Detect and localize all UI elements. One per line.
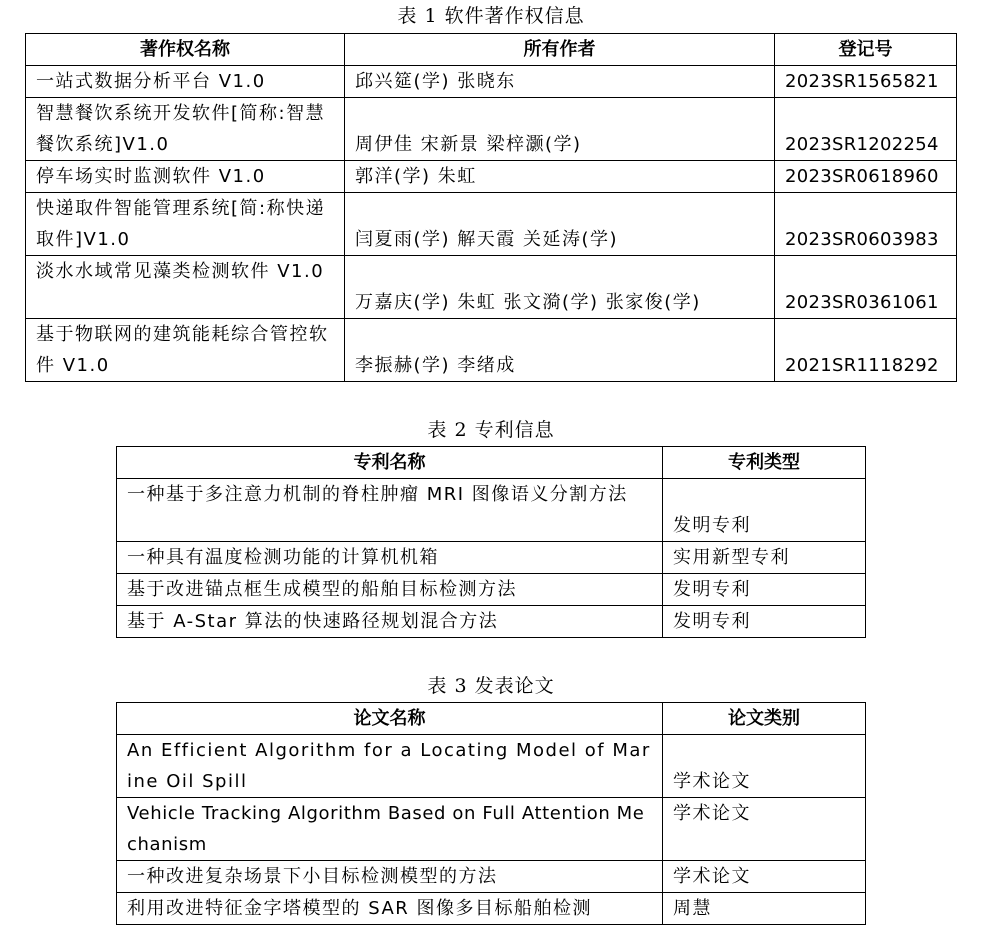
patent-type: 发明专利 xyxy=(663,479,866,542)
registration-number: 2023SR1565821 xyxy=(775,66,957,98)
paper-category: 学术论文 xyxy=(663,735,866,798)
table1-caption: 表 1 软件著作权信息 xyxy=(397,5,585,27)
table-row xyxy=(26,98,957,161)
paper-table xyxy=(116,702,866,925)
table-header-row xyxy=(26,34,957,66)
registration-number: 2023SR1202254 xyxy=(775,98,957,161)
authors: 万嘉庆(学) 朱虹 张文漪(学) 张家俊(学) xyxy=(345,256,775,319)
header-patent-type: 专利类型 xyxy=(663,447,866,479)
table-row xyxy=(117,479,866,542)
paper-name: An Efficient Algorithm for a Locating Model of Marine Oil Spill xyxy=(117,735,663,798)
authors: 郭洋(学) 朱虹 xyxy=(345,161,775,193)
table-row xyxy=(117,606,866,638)
paper-category: 学术论文 xyxy=(663,798,866,861)
patent-name: 一种具有温度检测功能的计算机机箱 xyxy=(117,542,663,574)
table-row xyxy=(26,66,957,98)
table-row xyxy=(117,893,866,925)
table2-caption: 表 2 专利信息 xyxy=(427,419,555,441)
copyright-name: 快递取件智能管理系统[简:称快递取件]V1.0 xyxy=(26,193,345,256)
patent-type: 实用新型专利 xyxy=(663,542,866,574)
table3-caption: 表 3 发表论文 xyxy=(427,675,555,697)
table-row xyxy=(117,542,866,574)
header-registration-number: 登记号 xyxy=(775,34,957,66)
table-row xyxy=(117,861,866,893)
patent-name: 基于改进锚点框生成模型的船舶目标检测方法 xyxy=(117,574,663,606)
patent-name: 一种基于多注意力机制的脊柱肿瘤 MRI 图像语义分割方法 xyxy=(117,479,663,542)
table-row xyxy=(26,193,957,256)
header-patent-name: 专利名称 xyxy=(117,447,663,479)
header-paper-category: 论文类别 xyxy=(663,703,866,735)
patent-type: 发明专利 xyxy=(663,606,866,638)
copyright-table xyxy=(25,33,957,382)
patent-table xyxy=(116,446,866,638)
table-row xyxy=(117,735,866,798)
table-row xyxy=(26,161,957,193)
registration-number: 2023SR0618960 xyxy=(775,161,957,193)
copyright-name: 智慧餐饮系统开发软件[简称:智慧餐饮系统]V1.0 xyxy=(26,98,345,161)
copyright-name: 淡水水域常见藻类检测软件 V1.0 xyxy=(26,256,345,319)
authors: 周伊佳 宋新景 梁梓灏(学) xyxy=(345,98,775,161)
table-header-row xyxy=(117,703,866,735)
copyright-name: 基于物联网的建筑能耗综合管控软件 V1.0 xyxy=(26,319,345,382)
authors: 李振赫(学) 李绪成 xyxy=(345,319,775,382)
registration-number: 2023SR0603983 xyxy=(775,193,957,256)
paper-name: 一种改进复杂场景下小目标检测模型的方法 xyxy=(117,861,663,893)
copyright-name: 一站式数据分析平台 V1.0 xyxy=(26,66,345,98)
registration-number: 2021SR1118292 xyxy=(775,319,957,382)
table-header-row xyxy=(117,447,866,479)
paper-category: 周慧 xyxy=(663,893,866,925)
table-row xyxy=(117,798,866,861)
authors: 闫夏雨(学) 解天霞 关延涛(学) xyxy=(345,193,775,256)
patent-type: 发明专利 xyxy=(663,574,866,606)
table-row xyxy=(26,319,957,382)
table-row xyxy=(26,256,957,319)
authors: 邱兴筵(学) 张晓东 xyxy=(345,66,775,98)
header-copyright-name: 著作权名称 xyxy=(26,34,345,66)
paper-category: 学术论文 xyxy=(663,861,866,893)
paper-name: Vehicle Tracking Algorithm Based on Full Attention Mechanism xyxy=(117,798,663,861)
patent-name: 基于 A-Star 算法的快速路径规划混合方法 xyxy=(117,606,663,638)
header-authors: 所有作者 xyxy=(345,34,775,66)
paper-name: 利用改进特征金字塔模型的 SAR 图像多目标船舶检测 xyxy=(117,893,663,925)
registration-number: 2023SR0361061 xyxy=(775,256,957,319)
header-paper-name: 论文名称 xyxy=(117,703,663,735)
table-row xyxy=(117,574,866,606)
copyright-name: 停车场实时监测软件 V1.0 xyxy=(26,161,345,193)
